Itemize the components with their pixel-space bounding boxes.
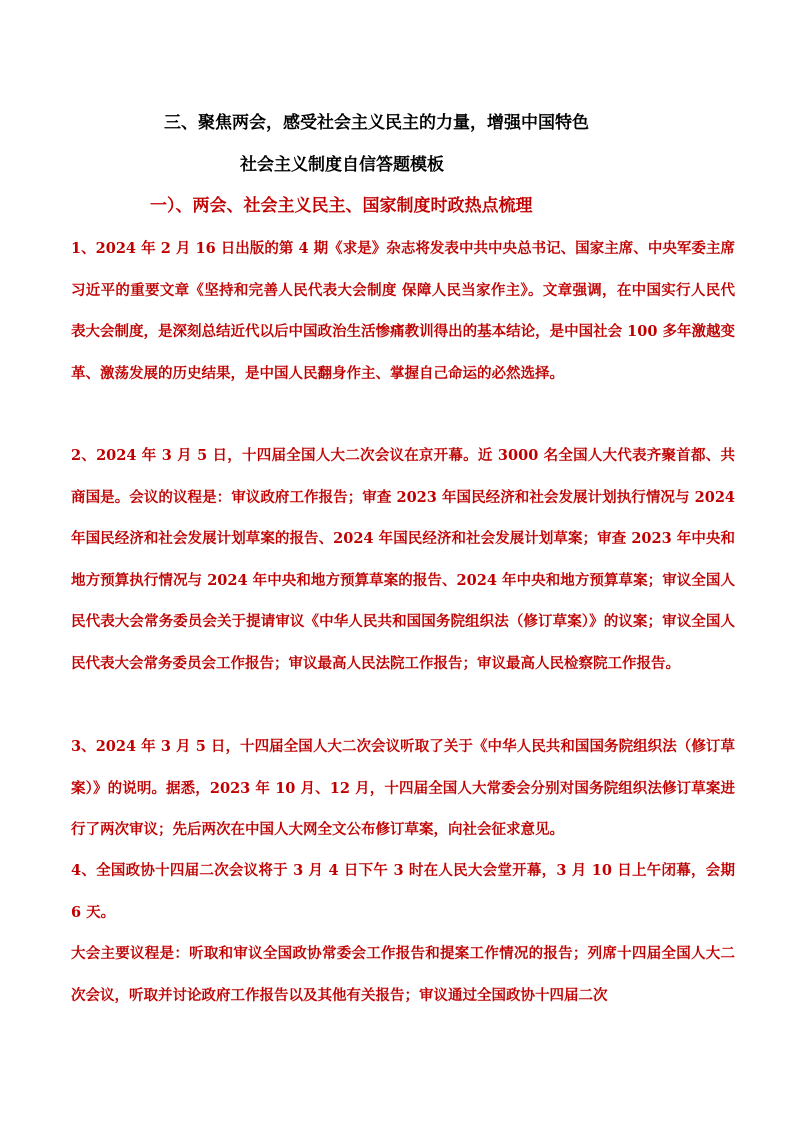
paragraph: 4、全国政协十四届二次会议将于 3 月 4 日下午 3 时在人民大会堂开幕，3 月 10 日上午闭幕，会期 6 天。 <box>71 862 735 921</box>
document-title-line2: 社会主义制度自信答题模板 <box>240 155 444 175</box>
paragraph: 3、2024 年 3 月 5 日，十四届全国人大二次会议听取了关于《中华人民共和国国务院组织法（修订草案）》的说明。据悉，2023 年 10 月、12 月，十四届全国人大常委会分别对国务院组织法修订草案进行了两次审议；先后两次在中国人大网全文公布修订草案，向社会征求意见。 <box>71 738 735 838</box>
paragraph: 2、2024 年 3 月 5 日，十四届全国人大二次会议在京开幕。近 3000 名全国人大代表齐聚首都、共商国是。会议的议程是：审议政府工作报告；审查 2023 年国民经济和社会发展计划执行情况与 2024 年国民经济和社会发展计划草案的报告、2024 年国民经济和社会发展计划草案；审查 2023 年中央和地方预算执行情况与 2024 年中央和地方预算草案的报告、2024 年中央和地方预算草案；审议全国人民代表大会常务委员会关于提请审议《中华人民共和国国务院组织法（修订草案）》的议案；审议全国人民代表大会常务委员会工作报告；审议最高人民法院工作报告；审议最高人民检察院工作报告。 <box>71 447 735 672</box>
paragraph: 1、2024 年 2 月 16 日出版的第 4 期《求是》杂志将发表中共中央总书记、国家主席、中央军委主席习近平的重要文章《坚持和完善人民代表大会制度 保障人民当家作主》。文章强调，在中国实行人民代表大会制度，是深刻总结近代以后中国政治生活惨痛教训得出的基本结论，是中国社会 100 多年激越变革、激荡发展的历史结果，是中国人民翻身作主、掌握自己命运的必然选择。 <box>71 240 735 382</box>
paragraph: 大会主要议程是：听取和审议全国政协常委会工作报告和提案工作情况的报告；列席十四届全国人大二次会议，听取并讨论政府工作报告以及其他有关报告；审议通过全国政协十四届二次 <box>71 945 735 1004</box>
document-title-line1: 三、聚焦两会，感受社会主义民主的力量，增强中国特色 <box>164 113 589 133</box>
section-heading: 一）、两会、社会主义民主、国家制度时政热点梳理 <box>150 196 533 216</box>
